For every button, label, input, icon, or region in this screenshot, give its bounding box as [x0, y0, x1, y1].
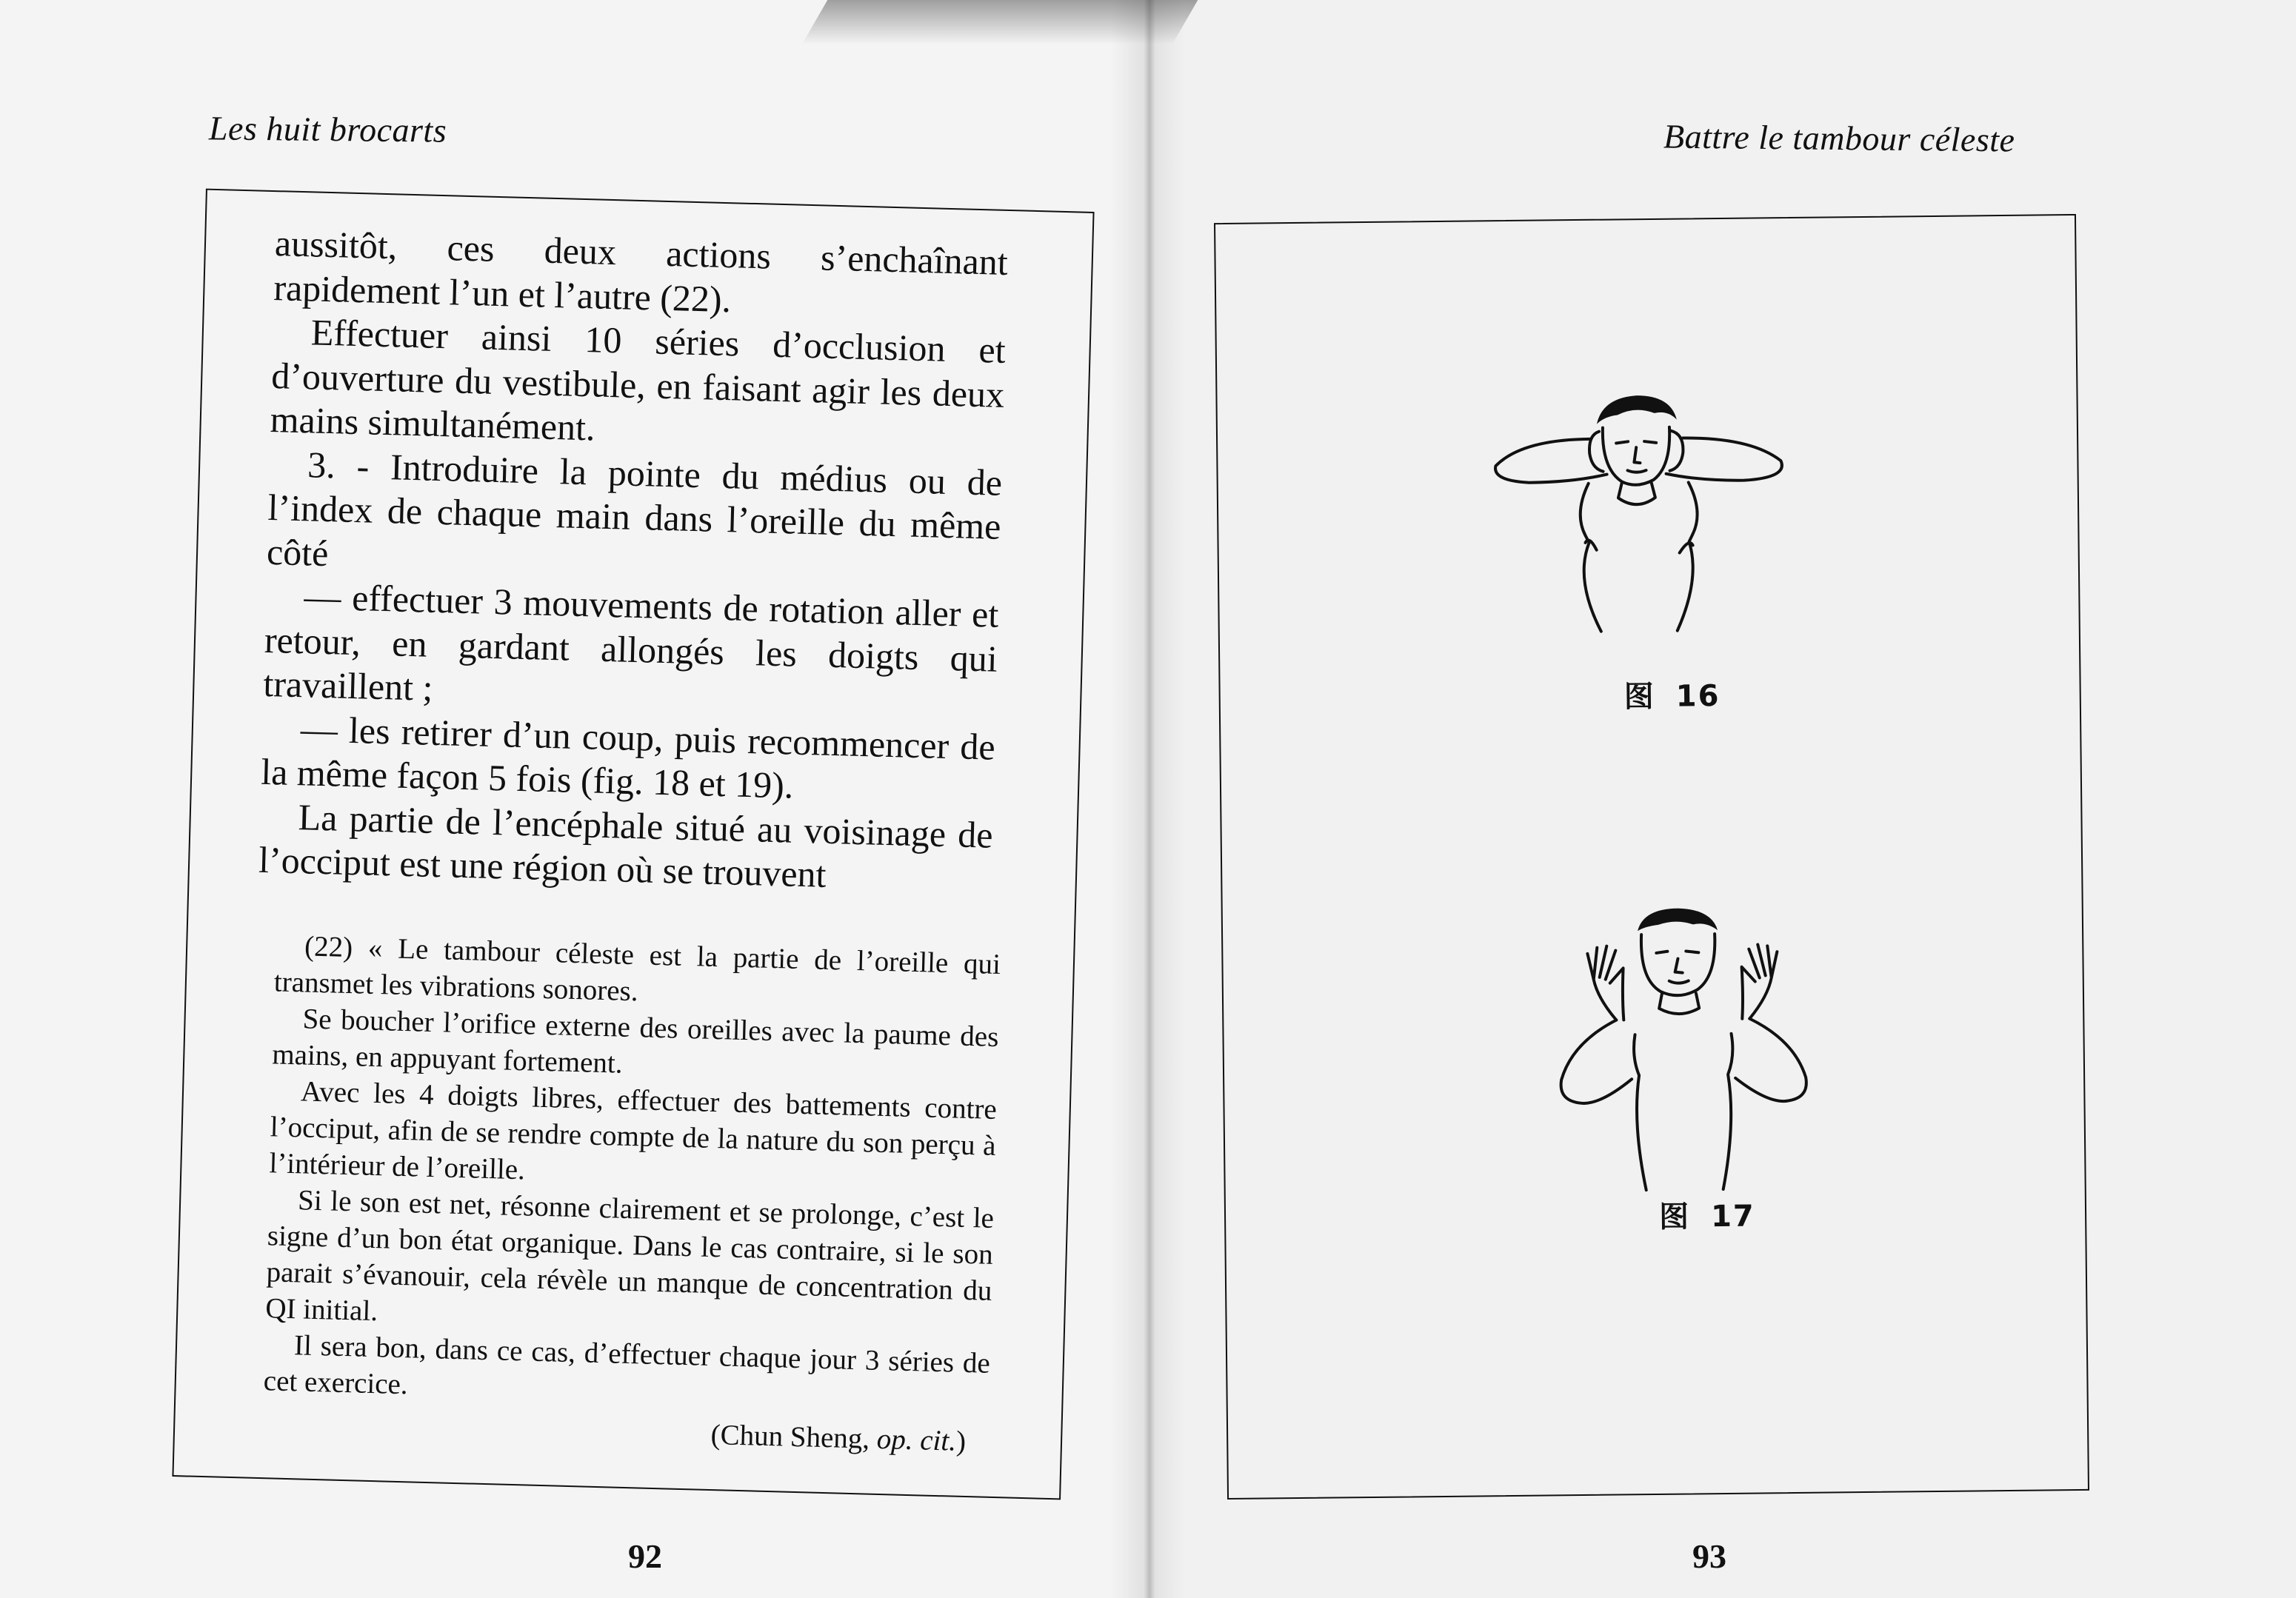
figure-number: 17 [1710, 1199, 1756, 1234]
paragraph: — effectuer 3 mouvements de rotation aller et retour, en gardant allongés les doigts qui travaillent ; [262, 575, 1000, 709]
figure-caption-17 [1659, 1193, 1755, 1236]
figure-number: 16 [1675, 679, 1721, 714]
page-number-right: 93 [1692, 1537, 1726, 1575]
footnote-paragraph: Avec les 4 doigts libres, effectuer des battements contre l’occiput, afin de se rendre compte de la nature du son perçu à l’intérieur de l’oreille. [268, 1075, 998, 1186]
footnote-paragraph: Il sera bon, dans ce cas, d’effectuer chaque jour 3 séries de cet exercice. [263, 1329, 991, 1401]
paragraph: La partie de l’encéphale situé au voisinage de l’occiput est une région où se trouvent [258, 795, 994, 895]
figure-17 [1512, 906, 1855, 1206]
footnote-paragraph: Se boucher l’orifice externe des oreilles avec la paume des mains, en appuyant fortement. [271, 1003, 999, 1080]
paragraph: aussitôt, ces deux actions s’enchaînant rapidement l’un et l’autre (22). [273, 222, 1009, 320]
footnote-paragraph: (22) « Le tambour céleste est la partie de l’oreille qui transmet les vibrations sonores. [273, 930, 1001, 1008]
left-page [0, 0, 1144, 1598]
page-shadow [802, 0, 1198, 44]
footnote [262, 927, 1001, 1460]
figure-caption-16 [1623, 672, 1720, 715]
main-text [258, 221, 1008, 901]
right-figure-frame [1214, 214, 2089, 1500]
page-number-left: 92 [628, 1537, 662, 1575]
man-palms-raised-icon [1512, 906, 1855, 1206]
citation-ref: op. cit. [876, 1423, 957, 1457]
figure-16 [1476, 392, 1812, 648]
left-text-frame [172, 189, 1094, 1500]
man-covering-ears-icon [1476, 392, 1812, 648]
paragraph: — les retirer d’un coup, puis recommencer de la même façon 5 fois (fig. 18 et 19). [260, 707, 996, 806]
book-gutter [1111, 0, 1185, 1598]
figure-glyph: 图 [1623, 679, 1655, 715]
paragraph: Effectuer ainsi 10 séries d’occlusion et d’ouverture du vestibule, en faisant agir les deux mains simultanément. [270, 311, 1007, 449]
right-page [1144, 0, 2296, 1598]
footnote-paragraph: Si le son est net, résonne clairement et se prolonge, c’est le signe d’un bon état organique. Dans le cas contraire, si le son parait s’évanouir, cela révèle un manque de concentration du QI initial. [264, 1184, 995, 1328]
running-head-right: Battre le tambour céleste [1663, 117, 2015, 159]
figure-glyph: 图 [1658, 1200, 1691, 1234]
citation-author: (Chun Sheng, [710, 1419, 878, 1455]
paragraph: 3. - Introduire la pointe du médius ou de l’index de chaque main dans l’oreille du même côté [266, 443, 1003, 574]
running-head-left: Les huit brocarts [208, 109, 447, 150]
citation-close: ) [955, 1425, 967, 1458]
